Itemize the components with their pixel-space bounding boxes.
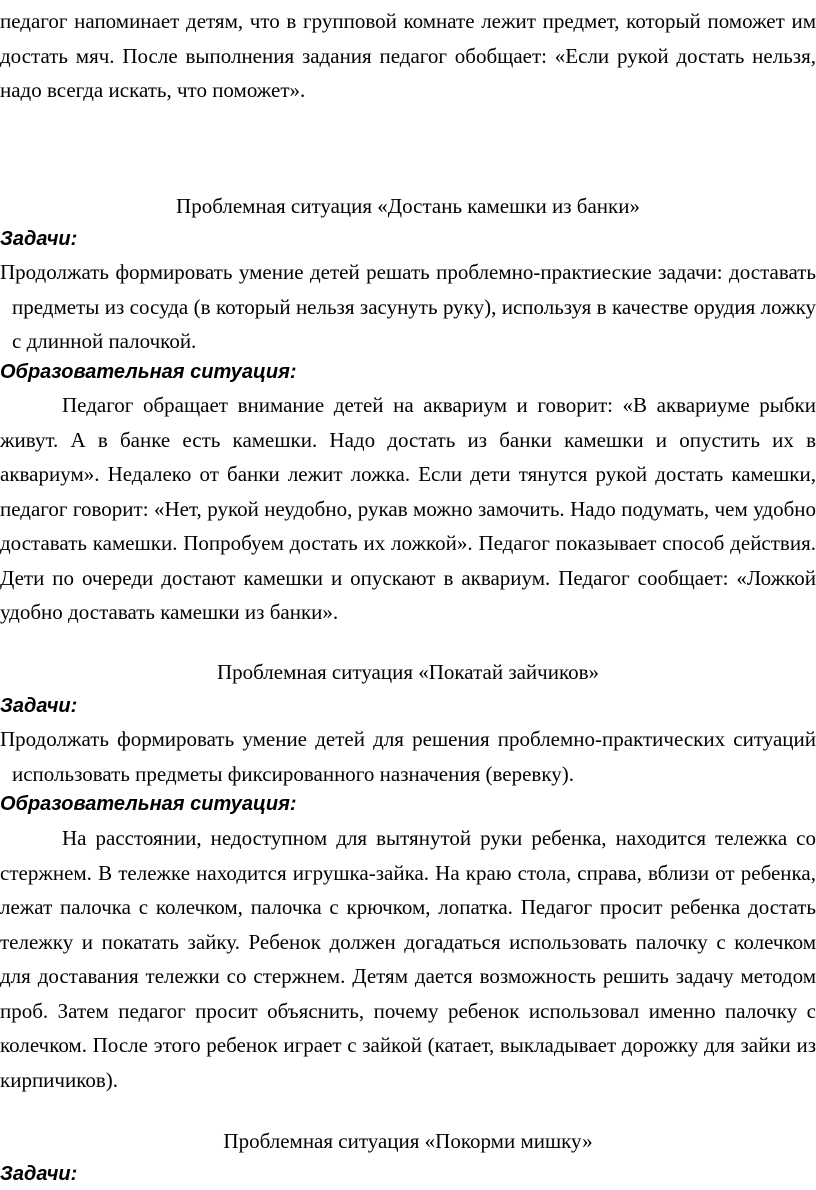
intro-paragraph: педагог напоминает детям, что в групповой комнате лежит предмет, который поможет им достать мяч. После выполнения задания педагог обобщает: «Если рукой достать нельзя, надо всегда искать, что поможет». (0, 9, 816, 102)
section-2-situation: На расстоянии, недоступном для вытянутой руки ребенка, находится тележка со стержнем. В тележке находится игрушка-зайка. На краю стола, справа, вблизи от ребенка, лежат палочка с колечком, палочка с крючком, лопатка. Педагог просит ребенка достать тележку и покатать зайку. Ребенок должен догадаться использовать палочку с колечком для доставания тележки со стержнем. Детям дается возможность решить задачу методом проб. Затем педагог просит объяснить, почему ребенок использовал именно палочку с колечком. После этого ребенок играет с зайкой (катает, выкладывает дорожку для зайки из кирпичиков). (0, 826, 816, 1092)
section-1-title: Проблемная ситуация «Достань камешки из банки» (176, 194, 640, 218)
section-1-situation-label: Образовательная ситуация: (0, 361, 297, 383)
section-2-tasks: Продолжать формировать умение детей для решения проблемно-практических ситуаций использовать предметы фиксированного назначения (веревку). (0, 727, 816, 786)
section-3-tasks-label: Задачи: (0, 1163, 78, 1185)
section-1-tasks-label: Задачи: (0, 228, 78, 250)
section-1-situation: Педагог обращает внимание детей на аквариум и говорит: «В аквариуме рыбки живут. А в банке есть камешки. Надо достать из банки камешки и опустить их в аквариум». Недалеко от банки лежит ложка. Если дети тянутся рукой достать камешки, педагог говорит: «Нет, рукой неудобно, рукав можно замочить. Надо подумать, чем удобно доставать камешки. Попробуем достать их ложкой». Педагог показывает способ действия. Дети по очереди достают камешки и опускают в аквариум. Педагог сообщает: «Ложкой удобно доставать камешки из банки». (0, 393, 816, 624)
section-2-situation-label: Образовательная ситуация: (0, 793, 297, 815)
section-2-tasks-label: Задачи: (0, 695, 78, 717)
section-3-title: Проблемная ситуация «Покорми мишку» (223, 1129, 593, 1153)
section-1-tasks: Продолжать формировать умение детей решать проблемно-практиеские задачи: доставать предметы из сосуда (в который нельзя засунуть руку), используя в качестве орудия ложку с длинной палочкой. (0, 260, 816, 353)
section-2-title: Проблемная ситуация «Покатай зайчиков» (216, 660, 600, 684)
